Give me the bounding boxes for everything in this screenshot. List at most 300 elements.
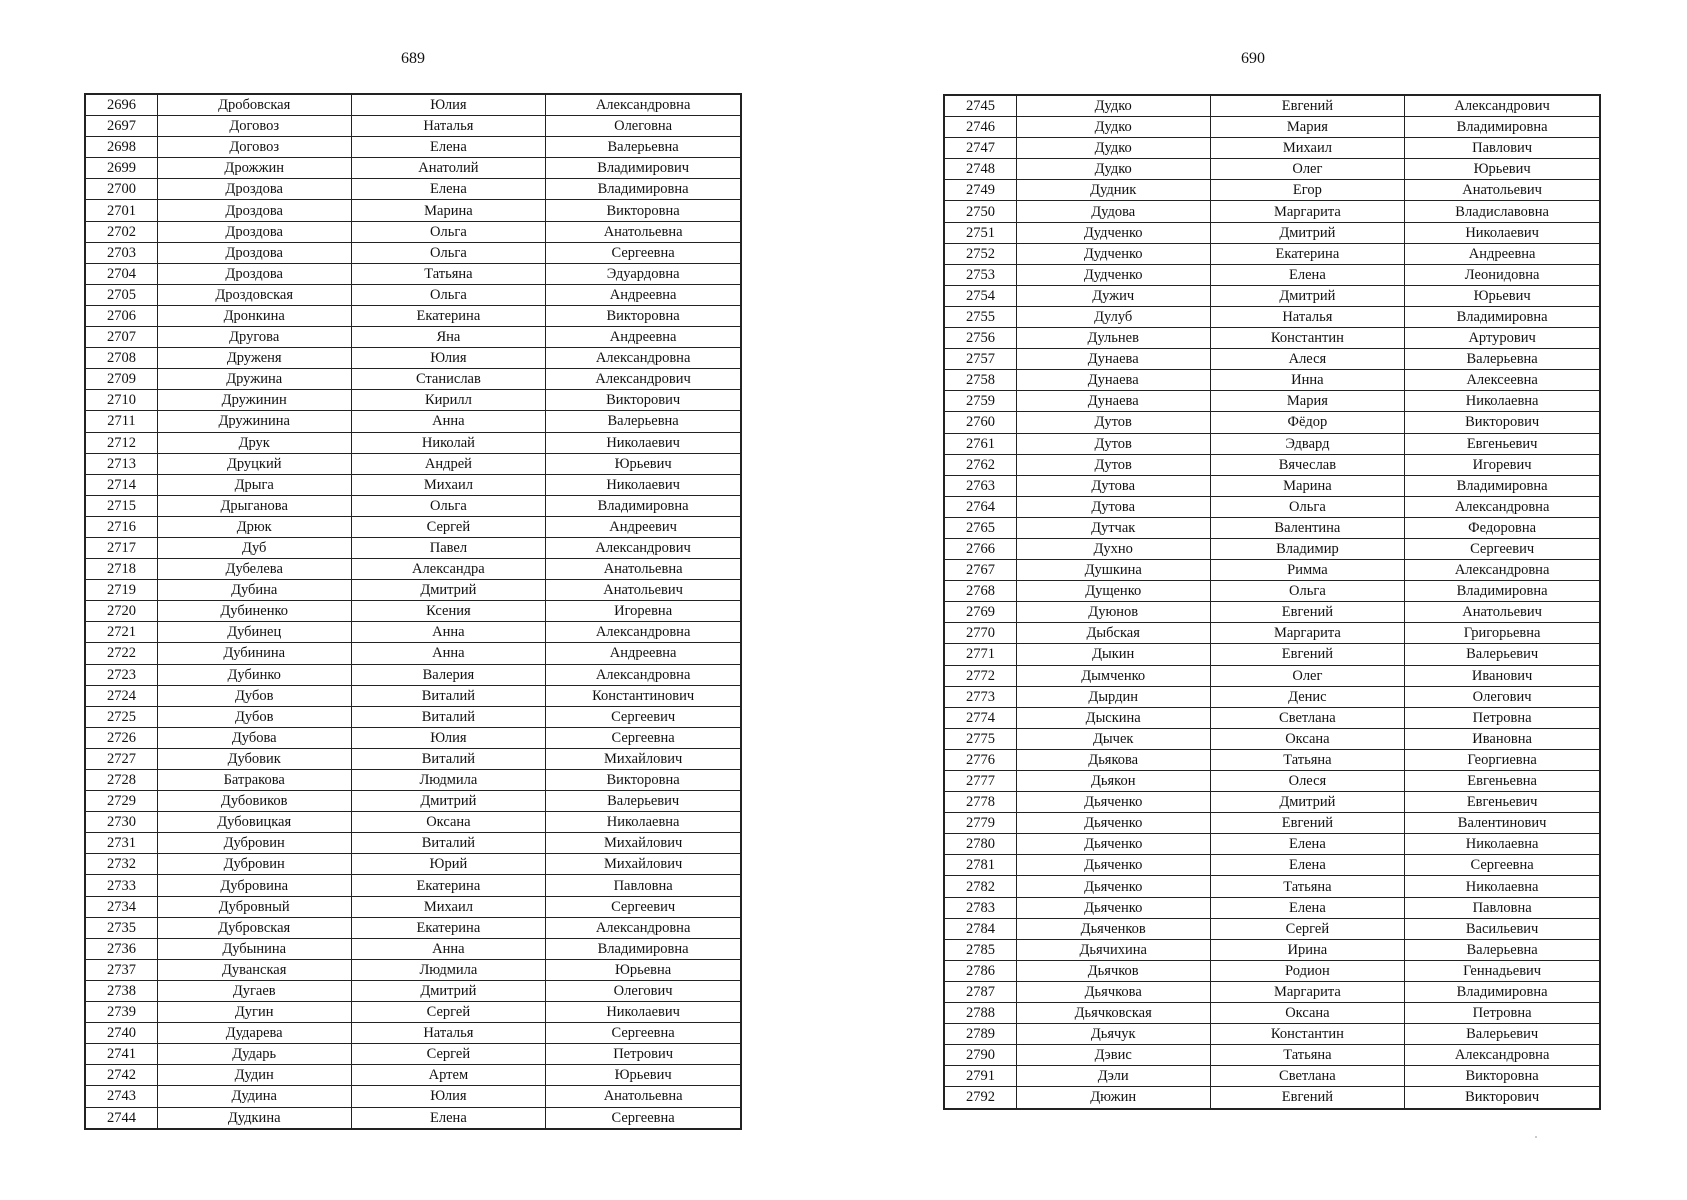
table-row [944,138,1600,159]
row-number-cell: 2714 [85,474,157,495]
patronymic-cell: Анатольевич [1405,180,1600,201]
scan-speck [1535,1136,1537,1138]
surname-cell: Дружина [157,369,351,390]
given-name-cell: Екатерина [1210,243,1405,264]
patronymic-cell: Алексеевна [1405,370,1600,391]
given-name-cell: Ольга [1210,496,1405,517]
row-number-cell: 2708 [85,348,157,369]
given-name-cell: Ольга [351,495,546,516]
patronymic-cell: Павловна [1405,897,1600,918]
given-name-cell: Ольга [1210,581,1405,602]
surname-cell: Дубова [157,727,351,748]
table-row [85,200,741,221]
table-row [85,1065,741,1086]
given-name-cell: Наталья [1210,306,1405,327]
table-row [85,917,741,938]
surname-cell: Дубровина [157,875,351,896]
row-number-cell: 2728 [85,770,157,791]
patronymic-cell: Евгеньевич [1405,792,1600,813]
given-name-cell: Светлана [1210,1066,1405,1087]
surname-cell: Дудко [1016,117,1210,138]
row-number-cell: 2761 [944,433,1016,454]
patronymic-cell: Юрьевич [546,1065,741,1086]
table-row [944,328,1600,349]
patronymic-cell: Валерьевна [1405,939,1600,960]
table-row [85,453,741,474]
table-row [85,685,741,706]
surname-cell: Дутов [1016,454,1210,475]
table-row [944,243,1600,264]
row-number-cell: 2746 [944,117,1016,138]
row-number-cell: 2747 [944,138,1016,159]
given-name-cell: Татьяна [351,263,546,284]
surname-cell: Дуванская [157,959,351,980]
table-row [85,875,741,896]
given-name-cell: Марина [1210,475,1405,496]
table-row [85,748,741,769]
table-row [85,432,741,453]
patronymic-cell: Владимировна [1405,475,1600,496]
patronymic-cell: Владимировна [1405,306,1600,327]
patronymic-cell: Валерьевна [546,137,741,158]
row-number-cell: 2732 [85,854,157,875]
patronymic-cell: Игоревна [546,601,741,622]
row-number-cell: 2776 [944,749,1016,770]
row-number-cell: 2785 [944,939,1016,960]
patronymic-cell: Николаевна [1405,834,1600,855]
given-name-cell: Ольга [351,221,546,242]
row-number-cell: 2787 [944,981,1016,1002]
row-number-cell: 2792 [944,1087,1016,1109]
row-number-cell: 2756 [944,328,1016,349]
given-name-cell: Фёдор [1210,412,1405,433]
surname-cell: Дроздова [157,221,351,242]
given-name-cell: Наталья [351,116,546,137]
table-row [944,1045,1600,1066]
table-row [85,94,741,116]
row-number-cell: 2721 [85,622,157,643]
row-number-cell: 2780 [944,834,1016,855]
row-number-cell: 2765 [944,517,1016,538]
table-row [85,770,741,791]
given-name-cell: Мария [1210,391,1405,412]
surname-cell: Дутова [1016,496,1210,517]
row-number-cell: 2788 [944,1003,1016,1024]
surname-cell: Дубовицкая [157,812,351,833]
table-row [944,433,1600,454]
table-row [944,939,1600,960]
surname-cell: Дущенко [1016,581,1210,602]
given-name-cell: Татьяна [1210,1045,1405,1066]
roster-table-wrap [943,94,1601,1110]
table-row [85,643,741,664]
surname-cell: Дэли [1016,1066,1210,1087]
surname-cell: Дудко [1016,159,1210,180]
row-number-cell: 2771 [944,644,1016,665]
surname-cell: Дроздова [157,200,351,221]
patronymic-cell: Анатольевна [546,1086,741,1107]
row-number-cell: 2722 [85,643,157,664]
table-row [944,581,1600,602]
patronymic-cell: Валерьевна [546,411,741,432]
surname-cell: Дудник [1016,180,1210,201]
patronymic-cell: Юрьевич [1405,285,1600,306]
table-row [85,474,741,495]
patronymic-cell: Александровна [546,917,741,938]
surname-cell: Дудова [1016,201,1210,222]
table-row [944,665,1600,686]
surname-cell: Договоз [157,137,351,158]
row-number-cell: 2709 [85,369,157,390]
surname-cell: Дыкин [1016,644,1210,665]
patronymic-cell: Викторовна [546,770,741,791]
given-name-cell: Родион [1210,960,1405,981]
surname-cell: Дроздовская [157,284,351,305]
surname-cell: Дьяченко [1016,876,1210,897]
table-row [85,959,741,980]
roster-table-wrap [84,93,742,1130]
row-number-cell: 2697 [85,116,157,137]
given-name-cell: Наталья [351,1023,546,1044]
given-name-cell: Анна [351,938,546,959]
given-name-cell: Алеся [1210,349,1405,370]
surname-cell: Дычек [1016,728,1210,749]
row-number-cell: 2791 [944,1066,1016,1087]
surname-cell: Друк [157,432,351,453]
surname-cell: Дубинко [157,664,351,685]
given-name-cell: Ольга [351,242,546,263]
given-name-cell: Олег [1210,665,1405,686]
table-row [85,179,741,200]
surname-cell: Дутов [1016,412,1210,433]
patronymic-cell: Викторович [1405,1087,1600,1109]
table-row [944,834,1600,855]
table-row [944,981,1600,1002]
patronymic-cell: Андреевна [546,327,741,348]
row-number-cell: 2770 [944,623,1016,644]
given-name-cell: Константин [1210,328,1405,349]
patronymic-cell: Валерьевна [1405,349,1600,370]
surname-cell: Дубовиков [157,791,351,812]
surname-cell: Дудко [1016,95,1210,117]
patronymic-cell: Владимировна [1405,581,1600,602]
surname-cell: Дымченко [1016,665,1210,686]
table-row [944,560,1600,581]
table-row [85,727,741,748]
table-row [944,897,1600,918]
patronymic-cell: Александрович [1405,95,1600,117]
given-name-cell: Денис [1210,686,1405,707]
row-number-cell: 2754 [944,285,1016,306]
row-number-cell: 2737 [85,959,157,980]
table-row [944,412,1600,433]
table-row [944,159,1600,180]
table-row [944,728,1600,749]
given-name-cell: Евгений [1210,602,1405,623]
surname-cell: Дубелева [157,559,351,580]
row-number-cell: 2750 [944,201,1016,222]
table-row [944,1066,1600,1087]
patronymic-cell: Сергеевна [546,1107,741,1129]
surname-cell: Дыбская [1016,623,1210,644]
row-number-cell: 2777 [944,771,1016,792]
given-name-cell: Маргарита [1210,201,1405,222]
patronymic-cell: Викторовна [1405,1066,1600,1087]
table-row [944,1003,1600,1024]
given-name-cell: Дмитрий [1210,222,1405,243]
row-number-cell: 2764 [944,496,1016,517]
page-number: 690 [1241,50,1265,67]
patronymic-cell: Павлович [1405,138,1600,159]
given-name-cell: Дмитрий [1210,285,1405,306]
given-name-cell: Виталий [351,706,546,727]
given-name-cell: Вячеслав [1210,454,1405,475]
row-number-cell: 2700 [85,179,157,200]
patronymic-cell: Евгеньевич [1405,433,1600,454]
table-row [85,116,741,137]
given-name-cell: Ксения [351,601,546,622]
patronymic-cell: Викторовна [546,305,741,326]
table-row [944,771,1600,792]
surname-cell: Дьяченко [1016,792,1210,813]
surname-cell: Дунаева [1016,391,1210,412]
surname-cell: Дубровин [157,833,351,854]
patronymic-cell: Леонидовна [1405,264,1600,285]
given-name-cell: Сергей [351,1044,546,1065]
surname-cell: Духно [1016,538,1210,559]
surname-cell: Дроздова [157,242,351,263]
surname-cell: Дроздова [157,179,351,200]
surname-cell: Дрожжин [157,158,351,179]
surname-cell: Дудченко [1016,264,1210,285]
table-row [944,391,1600,412]
patronymic-cell: Михайлович [546,748,741,769]
row-number-cell: 2762 [944,454,1016,475]
table-row [944,538,1600,559]
surname-cell: Дудкина [157,1107,351,1129]
surname-cell: Дьячихина [1016,939,1210,960]
patronymic-cell: Александрович [546,537,741,558]
surname-cell: Дронкина [157,305,351,326]
table-row [85,706,741,727]
given-name-cell: Олег [1210,159,1405,180]
given-name-cell: Юлия [351,94,546,116]
table-row [944,264,1600,285]
table-row [944,201,1600,222]
page-number: 689 [401,50,425,67]
patronymic-cell: Федоровна [1405,517,1600,538]
row-number-cell: 2753 [944,264,1016,285]
patronymic-cell: Юрьевич [546,453,741,474]
row-number-cell: 2742 [85,1065,157,1086]
given-name-cell: Сергей [1210,918,1405,939]
surname-cell: Дробовская [157,94,351,116]
patronymic-cell: Александровна [1405,560,1600,581]
row-number-cell: 2736 [85,938,157,959]
roster-table-body [85,94,741,1129]
surname-cell: Дубовик [157,748,351,769]
table-row [85,854,741,875]
surname-cell: Дружинин [157,390,351,411]
table-row [85,537,741,558]
surname-cell: Дунаева [1016,349,1210,370]
surname-cell: Дыскина [1016,707,1210,728]
given-name-cell: Елена [1210,264,1405,285]
row-number-cell: 2763 [944,475,1016,496]
patronymic-cell: Георгиевна [1405,749,1600,770]
patronymic-cell: Александровна [546,348,741,369]
surname-cell: Дуб [157,537,351,558]
patronymic-cell: Николаевич [1405,222,1600,243]
surname-cell: Другова [157,327,351,348]
patronymic-cell: Николаевич [546,432,741,453]
patronymic-cell: Валерьевич [1405,1024,1600,1045]
row-number-cell: 2710 [85,390,157,411]
row-number-cell: 2778 [944,792,1016,813]
given-name-cell: Евгений [1210,644,1405,665]
table-row [944,623,1600,644]
given-name-cell: Римма [1210,560,1405,581]
patronymic-cell: Сергеевна [546,1023,741,1044]
given-name-cell: Оксана [1210,1003,1405,1024]
patronymic-cell: Олеговна [546,116,741,137]
row-number-cell: 2752 [944,243,1016,264]
patronymic-cell: Петровна [1405,707,1600,728]
patronymic-cell: Сергеевна [546,727,741,748]
surname-cell: Дубровный [157,896,351,917]
row-number-cell: 2789 [944,1024,1016,1045]
patronymic-cell: Сергеевич [1405,538,1600,559]
row-number-cell: 2741 [85,1044,157,1065]
surname-cell: Дьячук [1016,1024,1210,1045]
table-row [944,285,1600,306]
row-number-cell: 2720 [85,601,157,622]
table-row [85,242,741,263]
patronymic-cell: Андреевна [1405,243,1600,264]
given-name-cell: Юлия [351,727,546,748]
patronymic-cell: Александровна [546,664,741,685]
table-row [944,813,1600,834]
row-number-cell: 2718 [85,559,157,580]
given-name-cell: Артем [351,1065,546,1086]
table-row [944,918,1600,939]
table-row [85,284,741,305]
table-row [85,938,741,959]
row-number-cell: 2701 [85,200,157,221]
given-name-cell: Михаил [351,896,546,917]
surname-cell: Дубов [157,706,351,727]
given-name-cell: Елена [351,1107,546,1129]
given-name-cell: Евгений [1210,95,1405,117]
table-row [85,411,741,432]
row-number-cell: 2731 [85,833,157,854]
row-number-cell: 2782 [944,876,1016,897]
table-row [944,517,1600,538]
table-row [85,516,741,537]
patronymic-cell: Михайлович [546,833,741,854]
row-number-cell: 2699 [85,158,157,179]
table-row [944,454,1600,475]
patronymic-cell: Иванович [1405,665,1600,686]
patronymic-cell: Петрович [546,1044,741,1065]
patronymic-cell: Анатольевич [546,580,741,601]
patronymic-cell: Владимировна [1405,117,1600,138]
patronymic-cell: Анатольевна [546,559,741,580]
given-name-cell: Дмитрий [1210,792,1405,813]
surname-cell: Батракова [157,770,351,791]
surname-cell: Дьякон [1016,771,1210,792]
given-name-cell: Павел [351,537,546,558]
given-name-cell: Сергей [351,1002,546,1023]
table-row [944,370,1600,391]
row-number-cell: 2725 [85,706,157,727]
patronymic-cell: Александровна [1405,1045,1600,1066]
table-row [85,327,741,348]
given-name-cell: Александра [351,559,546,580]
table-row [944,180,1600,201]
table-row [944,960,1600,981]
row-number-cell: 2719 [85,580,157,601]
row-number-cell: 2706 [85,305,157,326]
table-row [85,580,741,601]
patronymic-cell: Сергеевна [1405,855,1600,876]
given-name-cell: Оксана [351,812,546,833]
row-number-cell: 2749 [944,180,1016,201]
given-name-cell: Людмила [351,770,546,791]
given-name-cell: Анатолий [351,158,546,179]
row-number-cell: 2786 [944,960,1016,981]
surname-cell: Дрыганова [157,495,351,516]
surname-cell: Дуюнов [1016,602,1210,623]
patronymic-cell: Николаевна [546,812,741,833]
given-name-cell: Виталий [351,748,546,769]
patronymic-cell: Николаевна [1405,876,1600,897]
given-name-cell: Юлия [351,1086,546,1107]
surname-cell: Дужич [1016,285,1210,306]
patronymic-cell: Олегович [546,980,741,1001]
row-number-cell: 2748 [944,159,1016,180]
surname-cell: Дулуб [1016,306,1210,327]
surname-cell: Дьяченко [1016,834,1210,855]
table-row [944,349,1600,370]
surname-cell: Дубровин [157,854,351,875]
table-row [85,137,741,158]
surname-cell: Дьячков [1016,960,1210,981]
given-name-cell: Евгений [1210,813,1405,834]
table-row [85,305,741,326]
patronymic-cell: Сергеевна [546,242,741,263]
roster-table [943,94,1601,1110]
table-row [85,221,741,242]
patronymic-cell: Андреевич [546,516,741,537]
surname-cell: Дьяченко [1016,897,1210,918]
surname-cell: Дубиненко [157,601,351,622]
given-name-cell: Кирилл [351,390,546,411]
row-number-cell: 2740 [85,1023,157,1044]
surname-cell: Дьяченко [1016,813,1210,834]
surname-cell: Душкина [1016,560,1210,581]
patronymic-cell: Сергеевич [546,706,741,727]
given-name-cell: Валентина [1210,517,1405,538]
given-name-cell: Татьяна [1210,749,1405,770]
patronymic-cell: Викторовна [546,200,741,221]
row-number-cell: 2766 [944,538,1016,559]
patronymic-cell: Анатольевич [1405,602,1600,623]
surname-cell: Дрюк [157,516,351,537]
table-row [944,222,1600,243]
row-number-cell: 2769 [944,602,1016,623]
row-number-cell: 2711 [85,411,157,432]
